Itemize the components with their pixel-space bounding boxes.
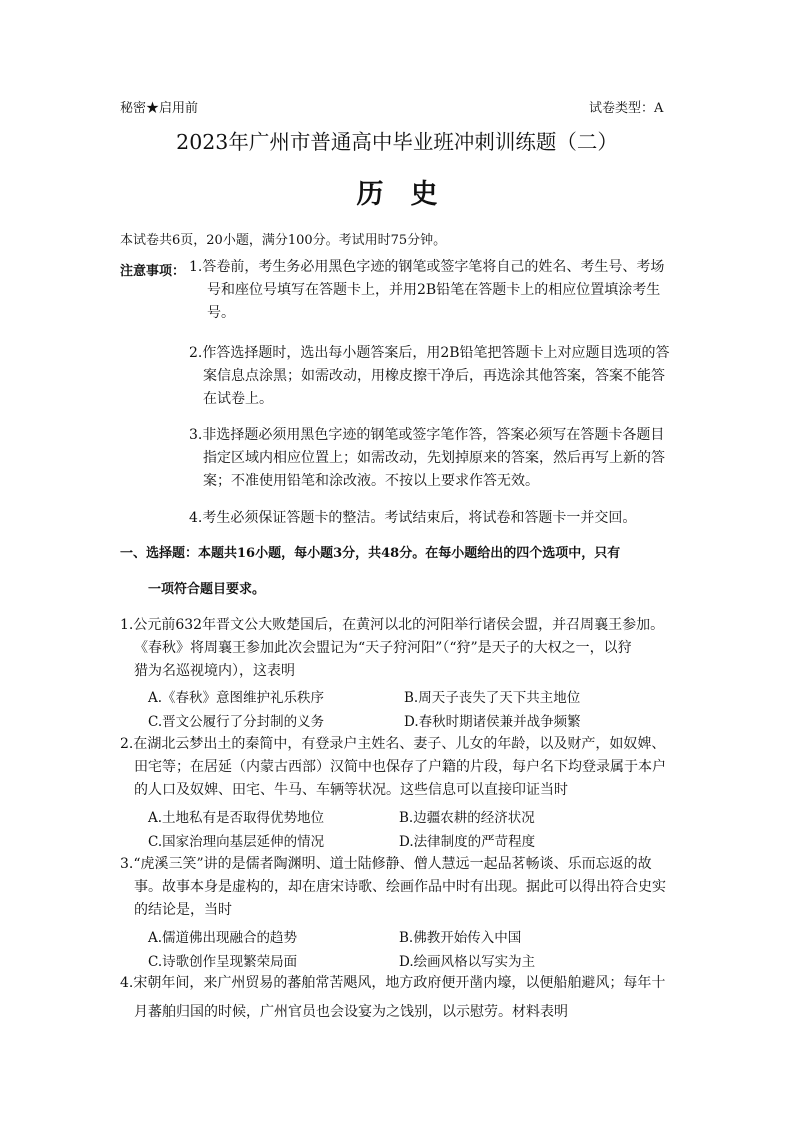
q1-option-c: C.晋文公履行了分封制的义务 — [148, 714, 325, 730]
exam-intro: 本试卷共6页，20小题，满分100分。考试用时75分钟。 — [120, 233, 447, 248]
question-line: 3.“虎溪三笑”讲的是儒者陶渊明、道士陆修静、僧人慧远一起品茗畅谈、乐而忘返的故 — [120, 856, 652, 872]
note-line: 号。 — [207, 305, 235, 321]
q2-option-d: D.法律制度的严苛程度 — [399, 834, 536, 850]
q3-option-a: A.儒道佛出现融合的趋势 — [148, 930, 298, 946]
section-heading: 一、选择题：本题共16小题，每小题3分，共48分。在每小题给出的四个选项中，只有 — [120, 546, 621, 561]
question-line: 的结论是，当时 — [134, 902, 232, 918]
question-line: 事。故事本身是虚构的，却在唐宋诗歌、绘画作品中时有出现。据此可以得出符合史实 — [134, 879, 666, 895]
question-2 — [120, 733, 666, 802]
q2-option-a: A.土地私有是否取得优势地位 — [148, 810, 325, 826]
notes-label: 注意事项： — [120, 264, 186, 279]
note-line: 案信息点涂黑；如需改动，用橡皮擦干净后，再选涂其他答案，答案不能答 — [203, 368, 665, 384]
note-line: 1.答卷前，考生务必用黑色字迹的钢笔或签字笔将自己的姓名、考生号、考场 — [189, 259, 665, 275]
q2-option-c: C.国家治理向基层延伸的情况 — [148, 834, 325, 850]
note-line: 4.考生必须保证答题卡的整洁。考试结束后，将试卷和答题卡一并交回。 — [189, 510, 637, 526]
paper-type-label: 试卷类型：A — [589, 101, 664, 116]
section-heading-cont: 一项符合题目要求。 — [148, 582, 266, 597]
note-line: 在试卷上。 — [203, 391, 273, 407]
note-line: 3.非选择题必须用黑色字迹的钢笔或签字笔作答，答案必须写在答题卡各题目 — [189, 427, 665, 443]
question-3 — [120, 853, 666, 922]
note-item-2 — [189, 342, 670, 411]
q1-option-d: D.春秋时期诸侯兼并战争频繁 — [404, 714, 581, 730]
note-item-1 — [189, 256, 664, 325]
note-line: 号和座位号填写在答题卡上，并用2B铅笔在答题卡上的相应位置填涂考生 — [207, 282, 661, 298]
q3-option-c: C.诗歌创作呈现繁荣局面 — [148, 954, 298, 970]
question-line: 田宅等；在居延（内蒙古西部）汉简中也保存了户籍的片段，每户名下均登录属于本户 — [134, 759, 666, 775]
question-1 — [120, 614, 664, 683]
q2-option-b: B.边疆农耕的经济状况 — [399, 810, 535, 826]
note-item-3 — [189, 424, 665, 493]
question-line: 2.在湖北云梦出土的秦简中，有登录户主姓名、妻子、儿女的年龄，以及财产，如奴婢、 — [120, 736, 666, 752]
q1-option-b: B.周天子丧失了天下共主地位 — [404, 690, 581, 706]
question-line: 《春秋》将周襄王参加此次会盟记为“天子狩河阳”（“狩”是天子的大权之一，以狩 — [134, 640, 632, 656]
note-line: 指定区域内相应位置上；如需改动，先划掉原来的答案，然后再写上新的答 — [203, 450, 665, 466]
confidential-label: 秘密★启用前 — [120, 101, 199, 116]
question-line: 月蕃舶归国的时候，广州官员也会设宴为之饯别，以示慰劳。材料表明 — [134, 1004, 568, 1020]
page-title: 2023年广州市普通高中毕业班冲刺训练题（二） — [176, 130, 618, 154]
question-line: 4.宋朝年间，来广州贸易的蕃舶常苦飓风，地方政府便开凿内壕，以便船舶避风；每年十 — [120, 975, 666, 991]
subject-title: 历 史 — [356, 179, 438, 210]
note-line: 2.作答选择题时，选出每小题答案后，用2B铅笔把答题卡上对应题目选项的答 — [189, 345, 670, 361]
q1-option-a: A.《春秋》意图维护礼乐秩序 — [148, 690, 325, 706]
note-item-4 — [189, 507, 636, 530]
note-line: 案；不准使用铅笔和涂改液。不按以上要求作答无效。 — [203, 473, 539, 489]
q3-option-b: B.佛教开始传入中国 — [399, 930, 522, 946]
question-line: 的人口及奴婢、田宅、牛马、车辆等状况。这些信息可以直接印证当时 — [134, 782, 568, 798]
question-line: 猎为名巡视境内），这表明 — [134, 663, 295, 679]
question-line: 1.公元前632年晋文公大败楚国后，在黄河以北的河阳举行诸侯会盟，并召周襄王参加。 — [120, 617, 665, 633]
q3-option-d: D.绘画风格以写实为主 — [399, 954, 536, 970]
question-4 — [120, 972, 665, 1024]
